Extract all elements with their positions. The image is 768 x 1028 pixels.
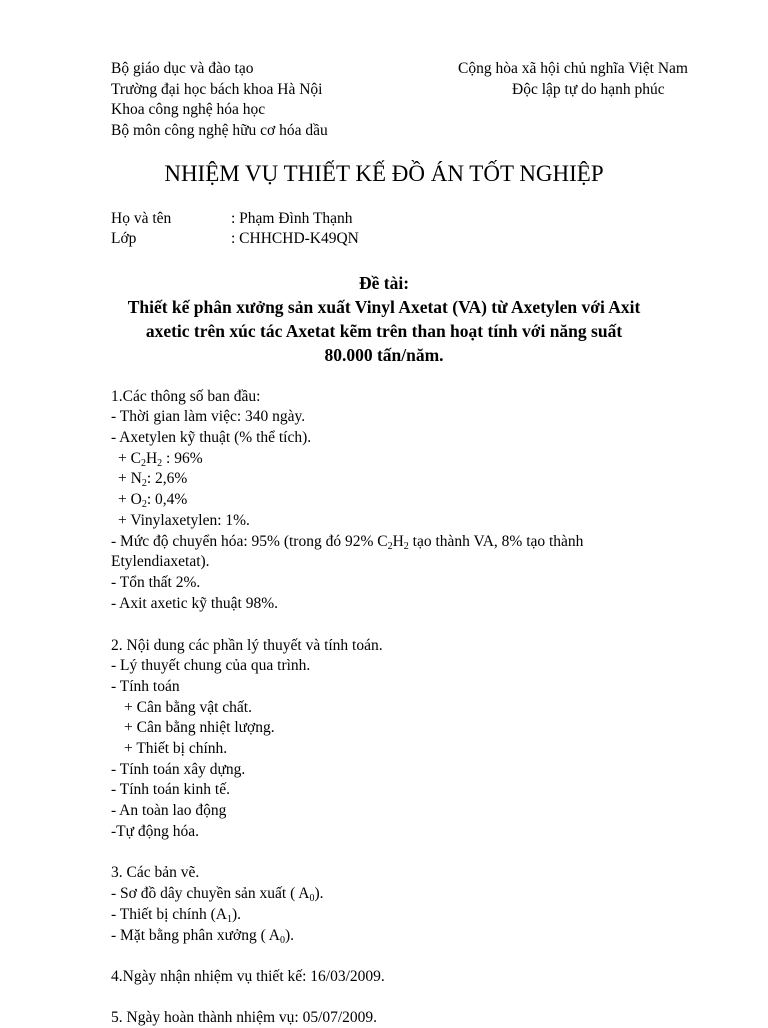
list-item: - Tính toán xây dựng. xyxy=(111,761,246,778)
work-time: - Thời gian làm việc: 340 ngày. xyxy=(111,408,306,425)
list-item: - Lý thuyết chung của qua trình. xyxy=(111,657,311,674)
national-title: Cộng hòa xã hội chủ nghĩa Việt Nam xyxy=(458,60,688,77)
drawing-item: - Thiết bị chính $(A_1)$. xyxy=(111,906,241,925)
conversion-rate-cont: Etylendiaxetat). xyxy=(111,553,210,570)
name-label: Họ và tên xyxy=(111,210,172,227)
class-label: Lớp xyxy=(111,230,137,247)
topic-line: axetic trên xúc tác Axetat kẽm trên than hoạt tính với năng suất xyxy=(145,321,623,341)
student-class-row xyxy=(111,229,359,249)
section-3-heading: 3. Các bản vẽ. xyxy=(111,864,200,881)
list-item: + Thiết bị chính. xyxy=(124,740,228,757)
acetylene-spec: - Axetylen kỹ thuật (% thể tích). xyxy=(111,429,312,446)
loss-item: - Tổn thất 2%. xyxy=(111,574,201,591)
vinylacetylene-item: + Vinylaxetylen: 1%. xyxy=(118,512,250,529)
list-item: - Tính toán kinh tế. xyxy=(111,781,230,798)
faculty-name: Khoa công nghệ hóa học xyxy=(111,101,266,118)
name-value: : Phạm Đình Thạnh xyxy=(231,210,353,227)
c2h2-item: + $C_2H_2$ : 96% xyxy=(118,450,203,469)
list-item: + Cân bằng vật chất. xyxy=(124,699,252,716)
drawing-item: - Mặt bằng phân xưởng ( $A_0$). xyxy=(111,927,295,946)
topic-heading: Đề tài: xyxy=(358,273,410,293)
class-value: : CHHCHD-K49QN xyxy=(231,230,359,247)
topic-line: Thiết kế phân xưởng sản xuất Vinyl Axetat (VA) từ Axetylen với Axit xyxy=(127,297,641,317)
list-item: - Tính toán xyxy=(111,678,180,695)
assignment-date: 4.Ngày nhận nhiệm vụ thiết kế: 16/03/2009. xyxy=(111,968,385,985)
drawing-item: - Sơ đồ dây chuyền sản xuất ( $A_0$). xyxy=(111,885,324,904)
department-name: Bộ môn công nghệ hữu cơ hóa dầu xyxy=(111,122,328,139)
list-item: - An toàn lao động xyxy=(111,802,227,819)
university-name: Trường đại học bách khoa Hà Nội xyxy=(111,81,323,98)
acetic-acid-item: - Axit axetic kỹ thuật 98%. xyxy=(111,595,279,612)
list-item: -Tự động hóa. xyxy=(111,823,200,840)
n2-item: + $N_2$: 2,6% xyxy=(118,470,188,489)
ministry-name: Bộ giáo dục và đào tạo xyxy=(111,60,254,77)
completion-date: 5. Ngày hoàn thành nhiệm vụ: 05/07/2009. xyxy=(111,1009,378,1026)
student-name-row xyxy=(111,209,353,229)
conversion-rate: - Mức độ chuyển hóa: 95% (trong đó 92% $C_2H_2$ tạo thành VA, 8% tạo thành xyxy=(111,533,584,552)
national-motto: Độc lập tự do hạnh phúc xyxy=(512,81,665,98)
o2-item: + $O_2$: 0,4% xyxy=(118,491,188,510)
document-title: NHIỆM VỤ THIẾT KẾ ĐỒ ÁN TỐT NGHIỆP xyxy=(164,161,604,186)
list-item: + Cân bằng nhiệt lượng. xyxy=(124,719,275,736)
section-1-heading: 1.Các thông số ban đầu: xyxy=(111,388,261,405)
topic-line: 80.000 tấn/năm. xyxy=(324,345,444,365)
section-2-heading: 2. Nội dung các phần lý thuyết và tính toán. xyxy=(111,637,383,654)
